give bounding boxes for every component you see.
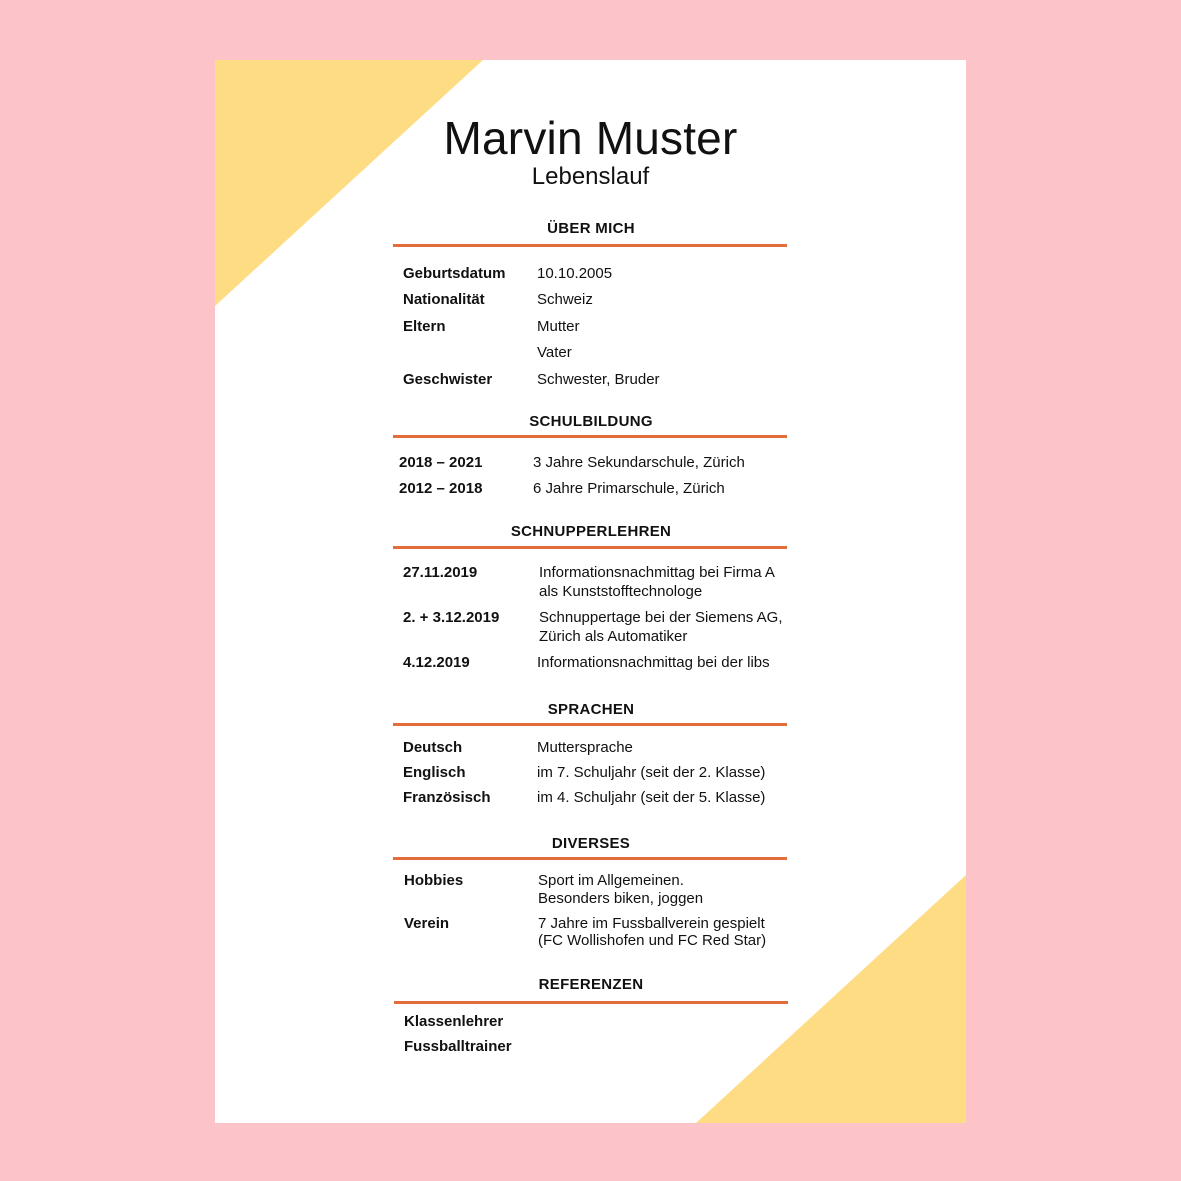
about-value: Schweiz bbox=[537, 291, 593, 308]
section-rule-misc bbox=[393, 857, 787, 860]
about-value: Mutter bbox=[537, 318, 580, 335]
misc-value: (FC Wollishofen und FC Red Star) bbox=[538, 932, 767, 949]
language-name: Englisch bbox=[403, 764, 466, 781]
reference-name: Klassenlehrer bbox=[404, 1013, 504, 1030]
about-label: Geburtsdatum bbox=[403, 265, 506, 282]
trial-description: Zürich als Automatiker bbox=[539, 628, 688, 645]
trial-date: 2. + 3.12.2019 bbox=[403, 609, 500, 626]
section-rule-about bbox=[393, 244, 787, 247]
about-value: Schwester, Bruder bbox=[537, 371, 660, 388]
misc-value: Besonders biken, joggen bbox=[538, 890, 704, 907]
language-level: Muttersprache bbox=[537, 739, 633, 756]
trial-date: 4.12.2019 bbox=[403, 654, 470, 671]
section-rule-languages bbox=[393, 723, 787, 726]
cv-name: Marvin Muster bbox=[443, 112, 738, 164]
trial-description: Schnuppertage bei der Siemens AG, bbox=[539, 609, 783, 626]
trial-date: 27.11.2019 bbox=[403, 564, 478, 581]
about-value: 10.10.2005 bbox=[537, 265, 613, 282]
cv-subtitle: Lebenslauf bbox=[531, 163, 650, 190]
school-period: 2012 – 2018 bbox=[399, 480, 483, 497]
school-description: 3 Jahre Sekundarschule, Zürich bbox=[533, 454, 745, 471]
section-title-school: SCHULBILDUNG bbox=[529, 413, 653, 430]
section-title-trials: SCHNUPPERLEHREN bbox=[510, 523, 672, 540]
trial-description: als Kunststofftechnologe bbox=[539, 583, 703, 600]
misc-value: Sport im Allgemeinen. bbox=[538, 872, 684, 889]
misc-value: 7 Jahre im Fussballverein gespielt bbox=[538, 915, 765, 932]
language-name: Französisch bbox=[403, 789, 491, 806]
trial-description: Informationsnachmittag bei der libs bbox=[537, 654, 770, 671]
about-label: Nationalität bbox=[403, 291, 485, 308]
section-title-languages: SPRACHEN bbox=[547, 701, 635, 718]
cv-page bbox=[215, 60, 966, 1123]
section-title-about: ÜBER MICH bbox=[547, 220, 635, 237]
section-title-references: REFERENZEN bbox=[538, 976, 644, 993]
section-title-misc: DIVERSES bbox=[551, 835, 631, 852]
section-rule-school bbox=[393, 435, 787, 438]
reference-name: Fussballtrainer bbox=[404, 1038, 512, 1055]
misc-label: Hobbies bbox=[404, 872, 464, 889]
language-level: im 4. Schuljahr (seit der 5. Klasse) bbox=[537, 789, 766, 806]
section-rule-trials bbox=[393, 546, 787, 549]
corner-triangle-bottom-right bbox=[696, 875, 966, 1123]
school-period: 2018 – 2021 bbox=[399, 454, 483, 471]
school-description: 6 Jahre Primarschule, Zürich bbox=[533, 480, 725, 497]
about-label: Eltern bbox=[403, 318, 446, 335]
trial-description: Informationsnachmittag bei Firma A bbox=[539, 564, 775, 581]
about-label: Geschwister bbox=[403, 371, 493, 388]
about-value: Vater bbox=[537, 344, 572, 361]
section-rule-references bbox=[394, 1001, 788, 1004]
language-name: Deutsch bbox=[403, 739, 463, 756]
language-level: im 7. Schuljahr (seit der 2. Klasse) bbox=[537, 764, 766, 781]
misc-label: Verein bbox=[404, 915, 450, 932]
